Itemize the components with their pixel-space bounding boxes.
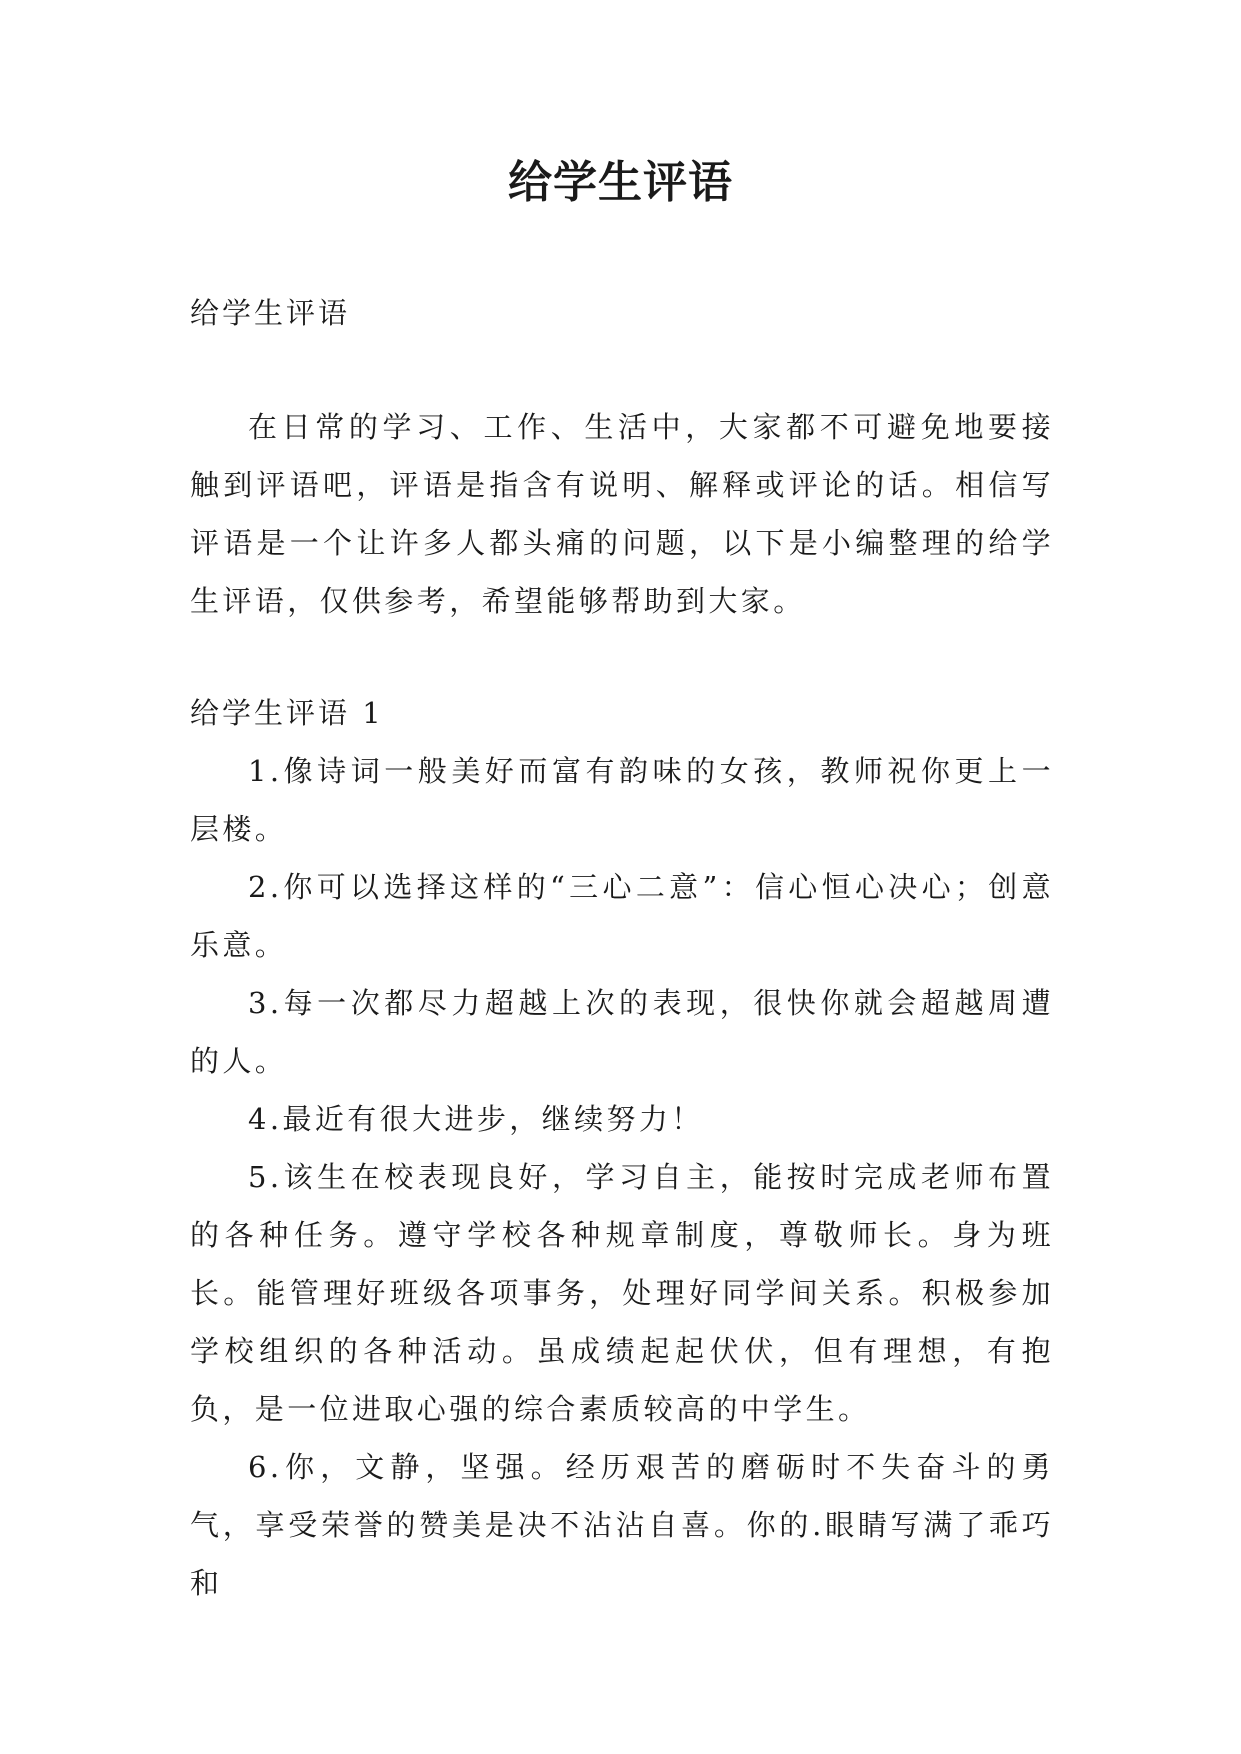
intro-paragraph: 在日常的学习、工作、生活中，大家都不可避免地要接触到评语吧，评语是指含有说明、解释或评论的话。相信写评语是一个让许多人都头痛的问题，以下是小编整理的给学生评语，仅供参考，希望能够帮助到大家。 [190, 410, 1054, 618]
comment-item-5: 5.该生在校表现良好，学习自主，能按时完成老师布置的各种任务。遵守学校各种规章制度，尊敬师长。身为班长。能管理好班级各项事务，处理好同学间关系。积极参加学校组织的各种活动。虽成绩起起伏伏，但有理想，有抱负，是一位进取心强的综合素质较高的中学生。 [190, 1160, 1054, 1426]
document-body [190, 284, 1054, 1612]
comment-item-6: 6.你，文静，坚强。经历艰苦的磨砺时不失奋斗的勇气，享受荣誉的赞美是决不沾沾自喜。你的.眼睛写满了乖巧和 [190, 1450, 1054, 1600]
comment-item-1: 1.像诗词一般美好而富有韵味的女孩，教师祝你更上一层楼。 [190, 754, 1054, 846]
comment-item-3: 3.每一次都尽力超越上次的表现，很快你就会超越周遭的人。 [190, 986, 1054, 1078]
section-heading: 给学生评语 1 [190, 696, 384, 730]
comment-item-4: 4.最近有很大进步，继续努力！ [248, 1102, 704, 1136]
comment-item-2: 2.你可以选择这样的“三心二意”：信心恒心决心；创意乐意。 [190, 870, 1054, 962]
document-subtitle: 给学生评语 [190, 296, 351, 330]
document-title: 给学生评语 [508, 157, 733, 208]
